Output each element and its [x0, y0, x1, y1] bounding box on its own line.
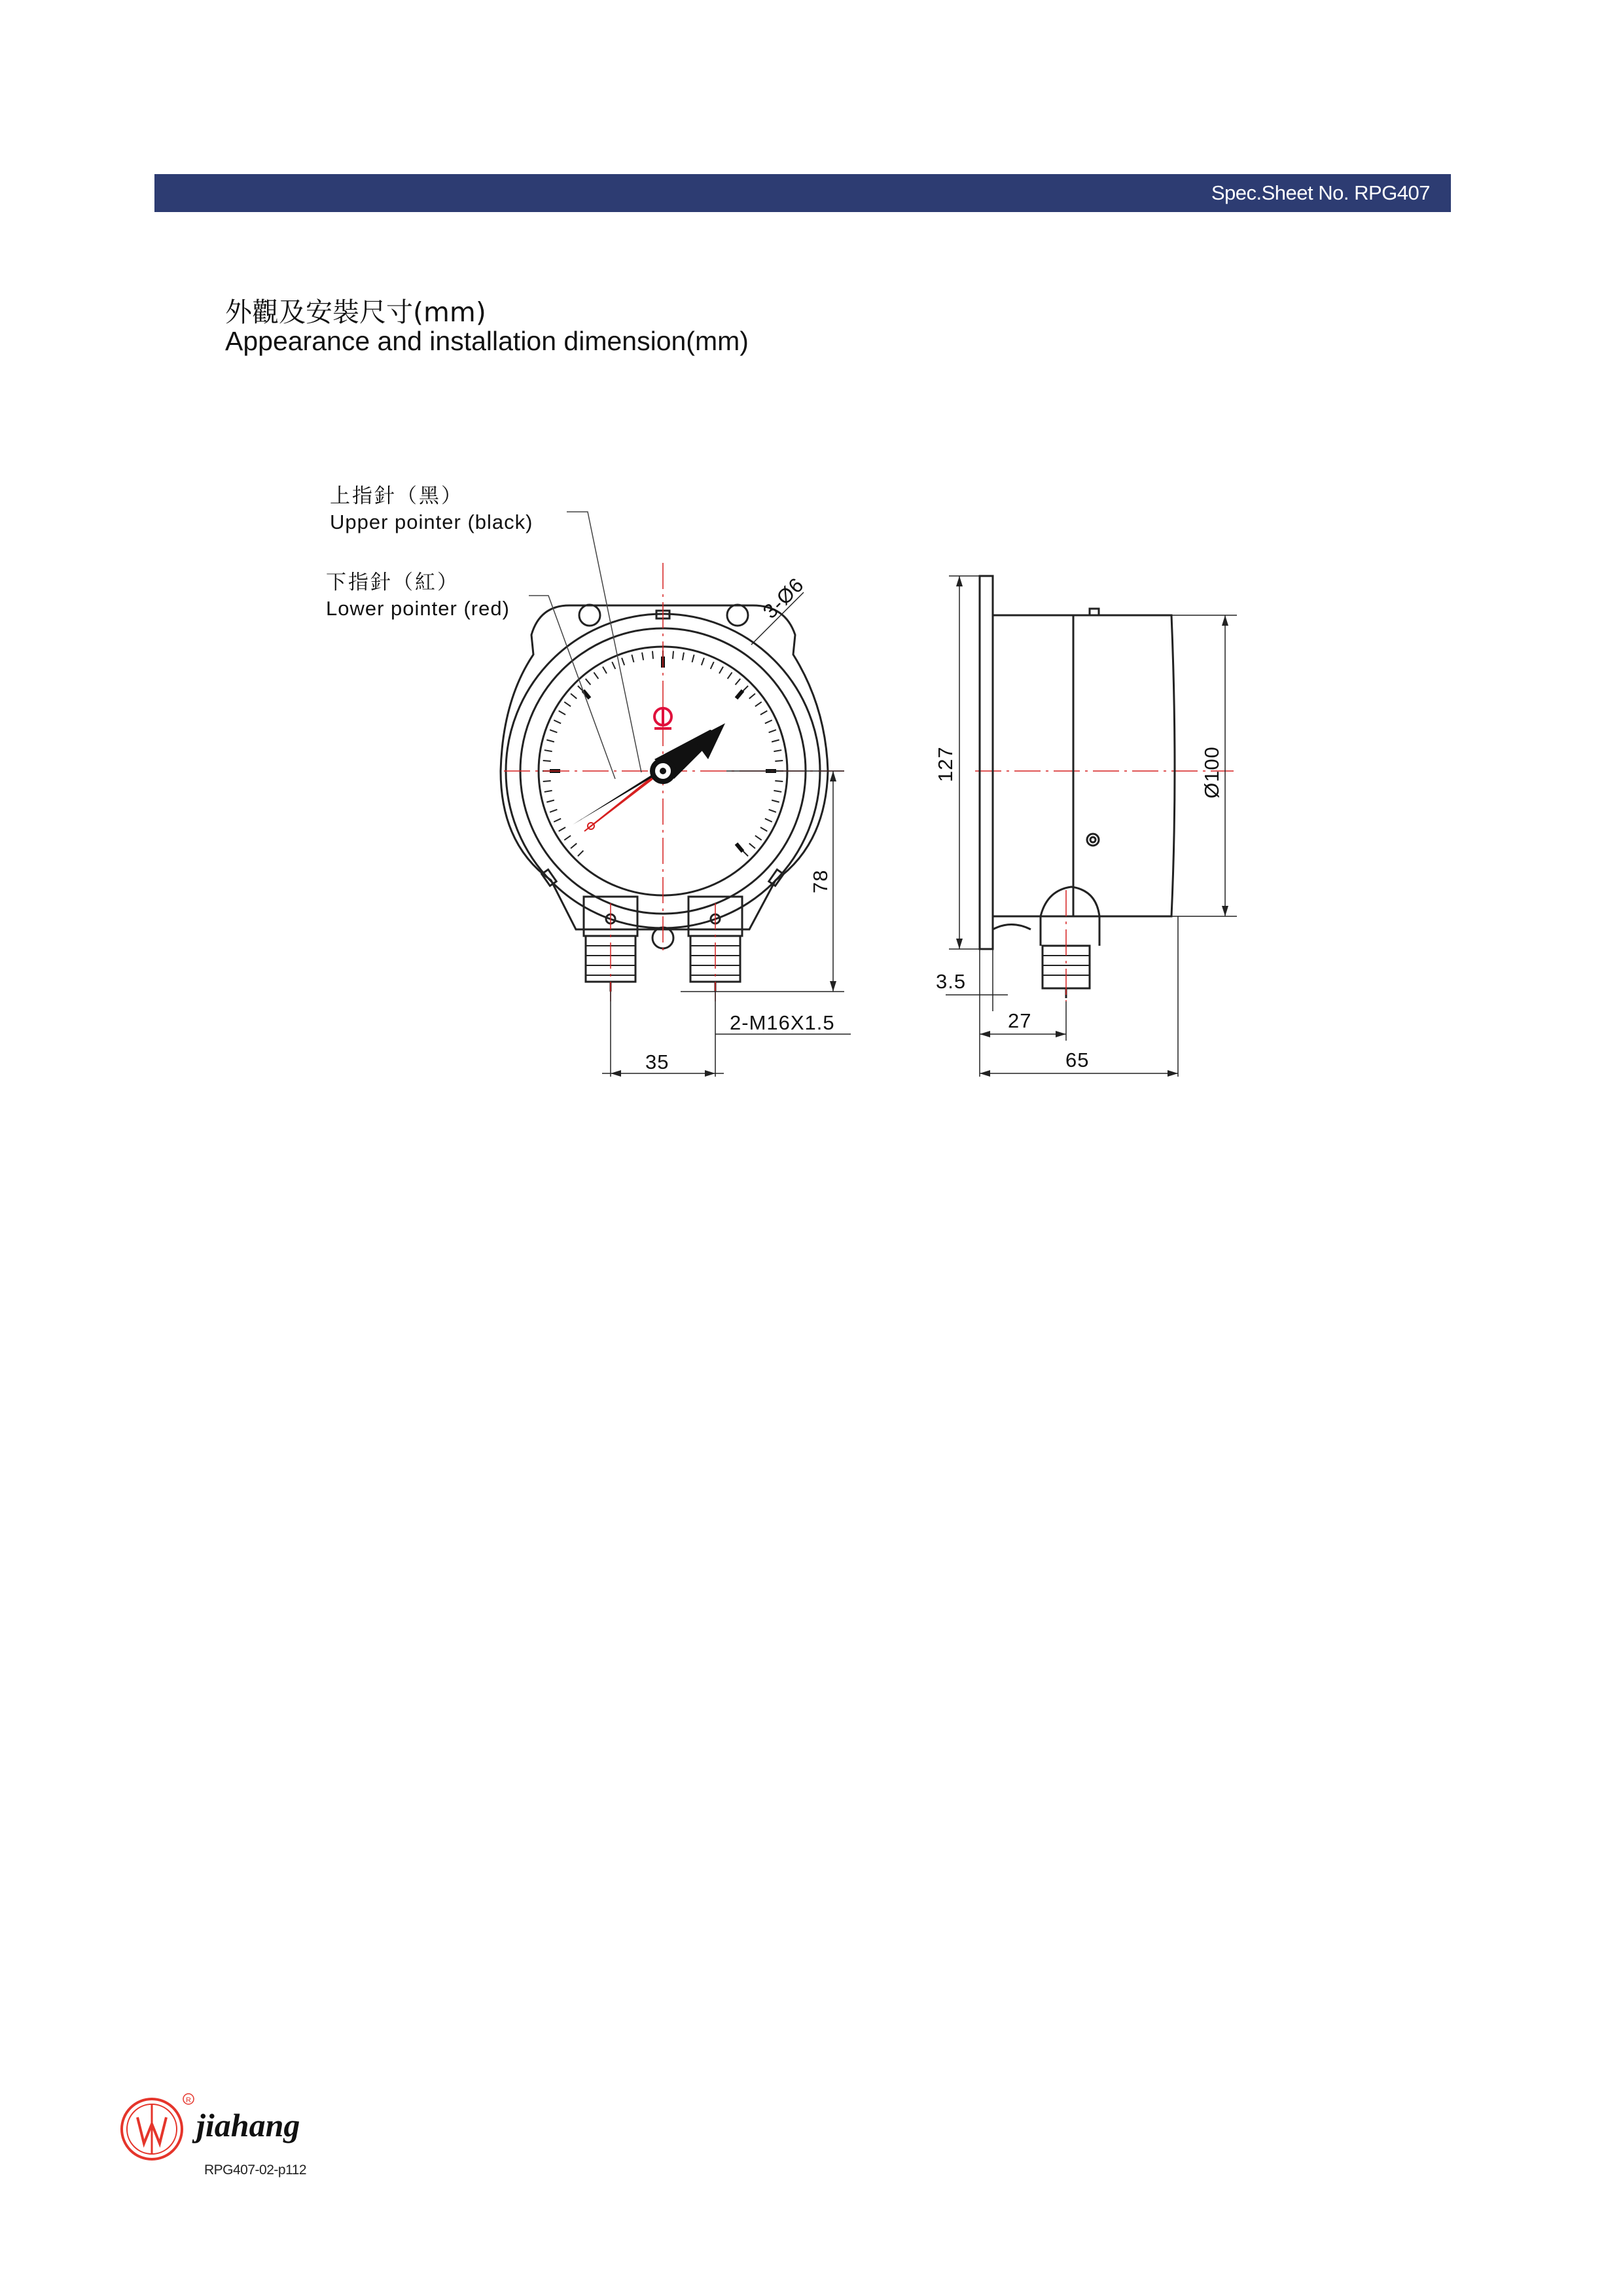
mounting-hole	[579, 605, 600, 626]
dial-tick	[774, 791, 781, 792]
upper-pointer-label-en: Upper pointer (black)	[330, 511, 533, 533]
side-dimension-lines	[946, 576, 1237, 1077]
section-title-en: Appearance and installation dimension(mm)	[225, 326, 749, 356]
dial-tick	[765, 819, 772, 822]
dial-logo-icon	[654, 708, 671, 728]
dial-tick	[760, 827, 767, 831]
dim-diameter-100: Ø100	[1200, 746, 1223, 798]
brand-name: jiahang	[196, 2107, 300, 2144]
dial-tick	[554, 720, 561, 723]
dim-thread-label: 2-M16X1.5	[730, 1011, 835, 1034]
dial-tick	[711, 662, 714, 669]
callout-leaders	[529, 512, 641, 779]
lower-pointer-red	[584, 771, 663, 831]
side-screw	[769, 870, 783, 886]
dial-tick	[728, 672, 732, 679]
dim-depth-65: 65	[1065, 1049, 1090, 1071]
pointer-hub	[650, 758, 676, 784]
gauge-side-view	[980, 576, 1175, 998]
dial-tick	[736, 679, 741, 685]
dial-tick	[632, 655, 633, 662]
dial-tick	[578, 851, 583, 856]
spec-sheet-number: Spec.Sheet No. RPG407	[1211, 181, 1430, 204]
dial-tick	[546, 740, 554, 742]
dial-tick	[760, 711, 767, 715]
upper-pointer-label-cn: 上指針（黑）	[330, 484, 463, 508]
dial-tick	[544, 791, 552, 792]
side-screw-icon	[1087, 834, 1099, 846]
dial-tick	[769, 810, 776, 812]
dial-tick	[564, 702, 571, 706]
dial-tick	[642, 653, 643, 660]
dial-tick	[749, 844, 755, 849]
dial-tick	[550, 730, 557, 732]
dial-tick	[743, 686, 748, 691]
document-code: RPG407-02-p112	[204, 2162, 307, 2178]
side-flange	[980, 576, 993, 949]
dial-tick	[603, 667, 607, 673]
side-case	[993, 615, 1175, 916]
dial-tick	[765, 720, 772, 723]
dial-tick	[586, 679, 591, 685]
dial-tick	[571, 694, 577, 699]
dim-height-78: 78	[809, 869, 832, 893]
dial-tick	[554, 819, 561, 822]
dial-tick	[544, 750, 552, 751]
lower-pointer-label-cn: 下指針（紅）	[326, 571, 459, 594]
dial-tick	[743, 851, 748, 856]
dial-tick	[559, 711, 565, 715]
dial-tick	[622, 658, 624, 665]
dial-tick	[772, 800, 779, 802]
dim-flange-127: 127	[934, 746, 957, 782]
dial-tick	[749, 694, 755, 699]
dial-tick	[702, 658, 704, 665]
dim-spacing-35: 35	[645, 1050, 669, 1073]
dial-tick	[550, 810, 557, 812]
dial-tick	[755, 702, 762, 706]
mounting-hole	[727, 605, 748, 626]
dial-tick	[774, 750, 781, 751]
dial-tick	[719, 667, 723, 673]
dial-tick	[683, 653, 684, 660]
dial-tick	[571, 844, 577, 849]
section-title-cn: 外觀及安裝尺寸(mm)	[225, 296, 486, 328]
dial-tick	[692, 655, 694, 662]
dial-tick	[772, 740, 779, 742]
dial-tick	[612, 662, 615, 669]
dial-tick	[546, 800, 554, 802]
dim-thickness-3-5: 3.5	[936, 970, 967, 993]
dim-holes-label: 3-Ø6	[758, 573, 809, 623]
dial-tick	[769, 730, 776, 732]
company-logo	[118, 2091, 203, 2176]
dim-offset-27: 27	[1008, 1009, 1032, 1032]
dial-tick	[594, 672, 598, 679]
svg-text:R: R	[186, 2096, 191, 2104]
upper-pointer-black	[573, 723, 725, 825]
dial-tick	[564, 836, 571, 840]
dial-tick	[559, 827, 565, 831]
lower-pointer-label-en: Lower pointer (red)	[326, 597, 510, 620]
dial-tick	[652, 651, 653, 659]
dial-tick	[755, 836, 762, 840]
